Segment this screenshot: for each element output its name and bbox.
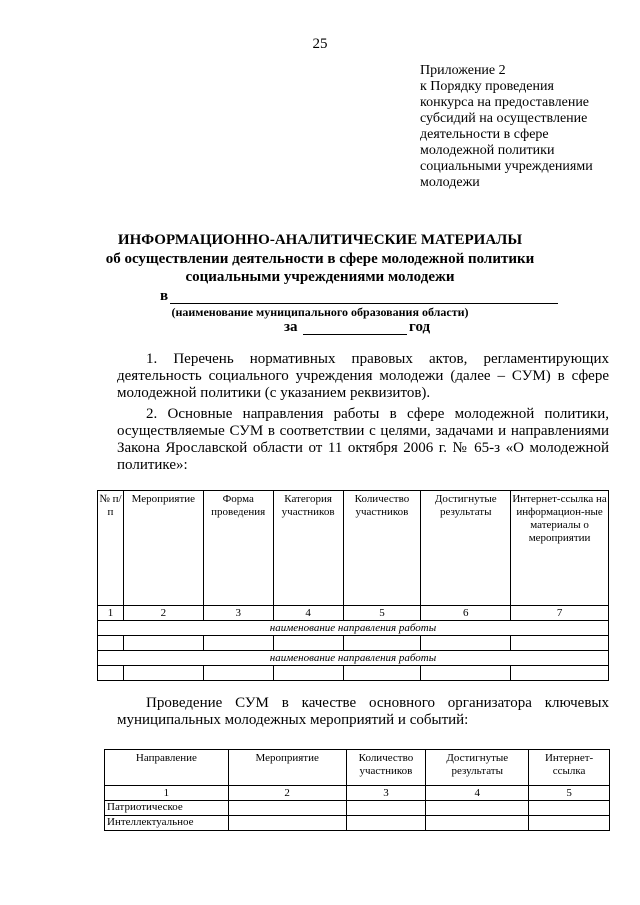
- column-number: 5: [343, 606, 421, 621]
- paragraph-2: [117, 406, 609, 474]
- column-header: Мероприятие: [228, 750, 346, 786]
- year-prefix: за: [284, 319, 298, 335]
- table-cell: [228, 816, 346, 831]
- column-number: 5: [529, 786, 610, 801]
- annex-line: деятельности в сфере: [420, 127, 549, 142]
- activities-table: [97, 490, 609, 681]
- table-row: [105, 816, 610, 831]
- table-cell: [98, 666, 124, 681]
- column-header: № п/п: [98, 491, 124, 606]
- annex-line: социальными учреждениями: [420, 159, 593, 174]
- table-cell: [421, 636, 511, 651]
- table-cell: [426, 801, 529, 816]
- column-header: Направление: [105, 750, 229, 786]
- table-cell: [511, 636, 609, 651]
- column-number: 1: [105, 786, 229, 801]
- table-cell: [529, 801, 610, 816]
- column-number: 4: [426, 786, 529, 801]
- table-cell: [273, 666, 343, 681]
- column-number: 1: [98, 606, 124, 621]
- column-number: 4: [273, 606, 343, 621]
- table-cell: [273, 636, 343, 651]
- key-events-table: [104, 749, 610, 831]
- section-row: [98, 621, 609, 636]
- municipality-note: (наименование муниципального образования области): [171, 305, 469, 319]
- table-cell: [346, 816, 426, 831]
- section-label: наименование направления работы: [98, 651, 609, 666]
- table-cell: [511, 666, 609, 681]
- table-cell: [346, 801, 426, 816]
- table-cell: [123, 666, 203, 681]
- annex-line: молодежи: [420, 175, 480, 190]
- municipality-blank-line: [170, 303, 558, 304]
- column-header: Мероприятие: [123, 491, 203, 606]
- column-number: 2: [123, 606, 203, 621]
- column-number: 2: [228, 786, 346, 801]
- column-header: Категория участников: [273, 491, 343, 606]
- table-cell: [203, 636, 273, 651]
- paragraph-3-text: Проведение СУМ в качестве основного организатора ключевых муниципальных молодежных мероприятий и событий:: [117, 695, 609, 728]
- section-row: [98, 651, 609, 666]
- table-cell: [123, 636, 203, 651]
- document-subtitle: об осуществлении деятельности в сфере молодежной политики: [105, 251, 535, 267]
- paragraph-1-text: 1. Перечень нормативных правовых актов, регламентирующих деятельность социального учреждения молодежи (далее – СУМ) в сфере молодежной политики (с указанием реквизитов).: [117, 351, 609, 401]
- paragraph-2-text: 2. Основные направления работы в сфере молодежной политики, осуществляемые СУМ в соответствии с целями, задачами и направлениями Закона Ярославской области от 11 октября 2006 г. № 65-з «О молодежной политике»:: [117, 406, 609, 473]
- document-subtitle-continued: социальными учреждениями молодежи: [185, 269, 455, 285]
- year-suffix: год: [409, 319, 431, 335]
- annex-block: [420, 63, 625, 191]
- column-number-row: [105, 786, 610, 801]
- column-number: 6: [421, 606, 511, 621]
- direction-label: Патриотическое: [105, 801, 229, 816]
- annex-line: к Порядку проведения: [420, 79, 554, 94]
- table-cell: [203, 666, 273, 681]
- table-cell: [98, 636, 124, 651]
- table-cell: [343, 666, 421, 681]
- column-header: Количество участников: [346, 750, 426, 786]
- column-header: Интернет-ссылка: [529, 750, 610, 786]
- page-number: 25: [312, 36, 328, 52]
- column-number: 3: [346, 786, 426, 801]
- annex-line: Приложение 2: [420, 63, 506, 78]
- column-header: Достигнутые результаты: [421, 491, 511, 606]
- column-header: Достигнутые результаты: [426, 750, 529, 786]
- paragraph-1: [117, 351, 609, 402]
- table-header-row: [98, 491, 609, 606]
- column-number: 3: [203, 606, 273, 621]
- annex-line: молодежной политики: [420, 143, 555, 158]
- document-title: ИНФОРМАЦИОННО-АНАЛИТИЧЕСКИЕ МАТЕРИАЛЫ: [117, 232, 523, 248]
- municipality-prefix: в: [160, 288, 169, 304]
- year-blank-line: [303, 334, 407, 335]
- table-cell: [343, 636, 421, 651]
- table-row: [98, 636, 609, 651]
- column-number: 7: [511, 606, 609, 621]
- table-row: [105, 801, 610, 816]
- column-header: Форма проведения: [203, 491, 273, 606]
- table-cell: [529, 816, 610, 831]
- table-cell: [228, 801, 346, 816]
- table-cell: [421, 666, 511, 681]
- table-cell: [426, 816, 529, 831]
- column-number-row: [98, 606, 609, 621]
- paragraph-3: [117, 695, 609, 729]
- table-header-row: [105, 750, 610, 786]
- column-header: Интернет-ссылка на информацион-ные материалы о мероприятии: [511, 491, 609, 606]
- section-label: наименование направления работы: [98, 621, 609, 636]
- annex-line: субсидий на осуществление: [420, 111, 588, 126]
- table-row: [98, 666, 609, 681]
- direction-label: Интеллектуальное: [105, 816, 229, 831]
- column-header: Количество участников: [343, 491, 421, 606]
- annex-line: конкурса на предоставление: [420, 95, 590, 110]
